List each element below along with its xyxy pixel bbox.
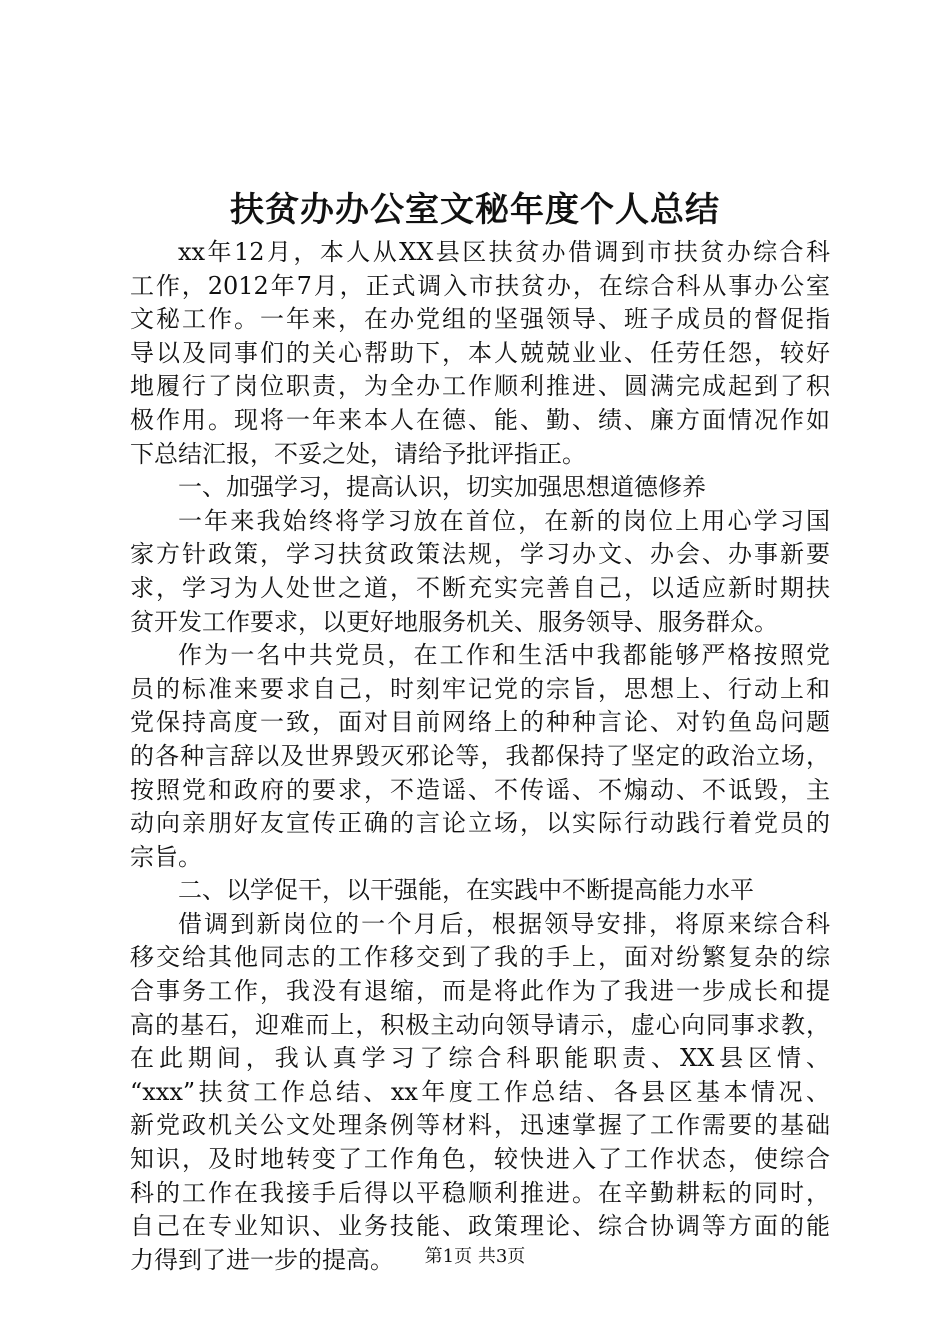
- document-body: [130, 236, 830, 1277]
- body-line: 按照党和政府的要求，不造谣、不传谣、不煽动、不诋毁，主: [130, 775, 830, 804]
- body-line: 移交给其他同志的工作移交到了我的手上，面对纷繁复杂的综: [130, 943, 830, 972]
- page-footer: 第1页 共3页: [424, 1246, 526, 1267]
- body-line: 力得到了进一步的提高。: [130, 1245, 394, 1274]
- section-heading: 一、加强学习，提高认识，切实加强思想道德修养: [178, 473, 706, 502]
- body-line: 一年来我始终将学习放在首位，在新的岗位上用心学习国: [178, 506, 830, 535]
- body-line: 贫开发工作要求，以更好地服务机关、服务领导、服务群众。: [130, 607, 778, 636]
- body-line: 宗旨。: [130, 842, 202, 871]
- body-line: “xxx”扶贫工作总结、xx年度工作总结、各县区基本情况、: [130, 1077, 830, 1106]
- body-line: 党保持高度一致，面对目前网络上的种种言论、对钓鱼岛问题: [130, 708, 830, 737]
- body-line: 的各种言辞以及世界毁灭邪论等，我都保持了坚定的政治立场，: [130, 741, 830, 770]
- body-line: 在此期间，我认真学习了综合科职能职责、XX县区情、: [130, 1044, 830, 1073]
- body-line: 极作用。现将一年来本人在德、能、勤、绩、廉方面情况作如: [130, 405, 830, 434]
- body-line: 作为一名中共党员，在工作和生活中我都能够严格按照党: [178, 641, 830, 670]
- section-heading: 二、以学促干，以干强能，在实践中不断提高能力水平: [178, 876, 754, 905]
- body-line: 新党政机关公文处理条例等材料，迅速掌握了工作需要的基础: [130, 1111, 830, 1140]
- body-line: xx年12月，本人从XX县区扶贫办借调到市扶贫办综合科: [178, 238, 830, 266]
- body-line: 文秘工作。一年来，在办党组的坚强领导、班子成员的督促指: [130, 305, 830, 334]
- body-line: 求，学习为人处世之道，不断充实完善自己，以适应新时期扶: [130, 573, 830, 602]
- body-line: 高的基石，迎难而上，积极主动向领导请示，虚心向同事求教，: [130, 1010, 830, 1039]
- body-line: 员的标准来要求自己，时刻牢记党的宗旨，思想上、行动上和: [130, 674, 830, 703]
- body-line: 科的工作在我接手后得以平稳顺利推进。在辛勤耕耘的同时，: [130, 1178, 830, 1207]
- body-line: 导以及同事们的关心帮助下，本人兢兢业业、任劳任怨，较好: [130, 338, 830, 367]
- body-line: 下总结汇报，不妥之处，请给予批评指正。: [130, 439, 586, 468]
- body-line: 工作，2012年7月，正式调入市扶贫办，在综合科从事办公室: [130, 271, 830, 300]
- body-line: 合事务工作，我没有退缩，而是将此作为了我进一步成长和提: [130, 977, 830, 1006]
- body-line: 家方针政策，学习扶贫政策法规，学习办文、办会、办事新要: [130, 540, 830, 569]
- body-line: 地履行了岗位职责，为全办工作顺利推进、圆满完成起到了积: [130, 372, 830, 401]
- body-line: 自己在专业知识、业务技能、政策理论、综合协调等方面的能: [130, 1212, 830, 1241]
- body-line: 动向亲朋好友宣传正确的言论立场，以实际行动践行着党员的: [130, 809, 830, 838]
- body-line: 借调到新岗位的一个月后，根据领导安排，将原来综合科: [178, 909, 830, 938]
- document-title: 扶贫办办公室文秘年度个人总结: [230, 190, 720, 230]
- body-line: 知识，及时地转变了工作角色，较快进入了工作状态，使综合: [130, 1145, 830, 1174]
